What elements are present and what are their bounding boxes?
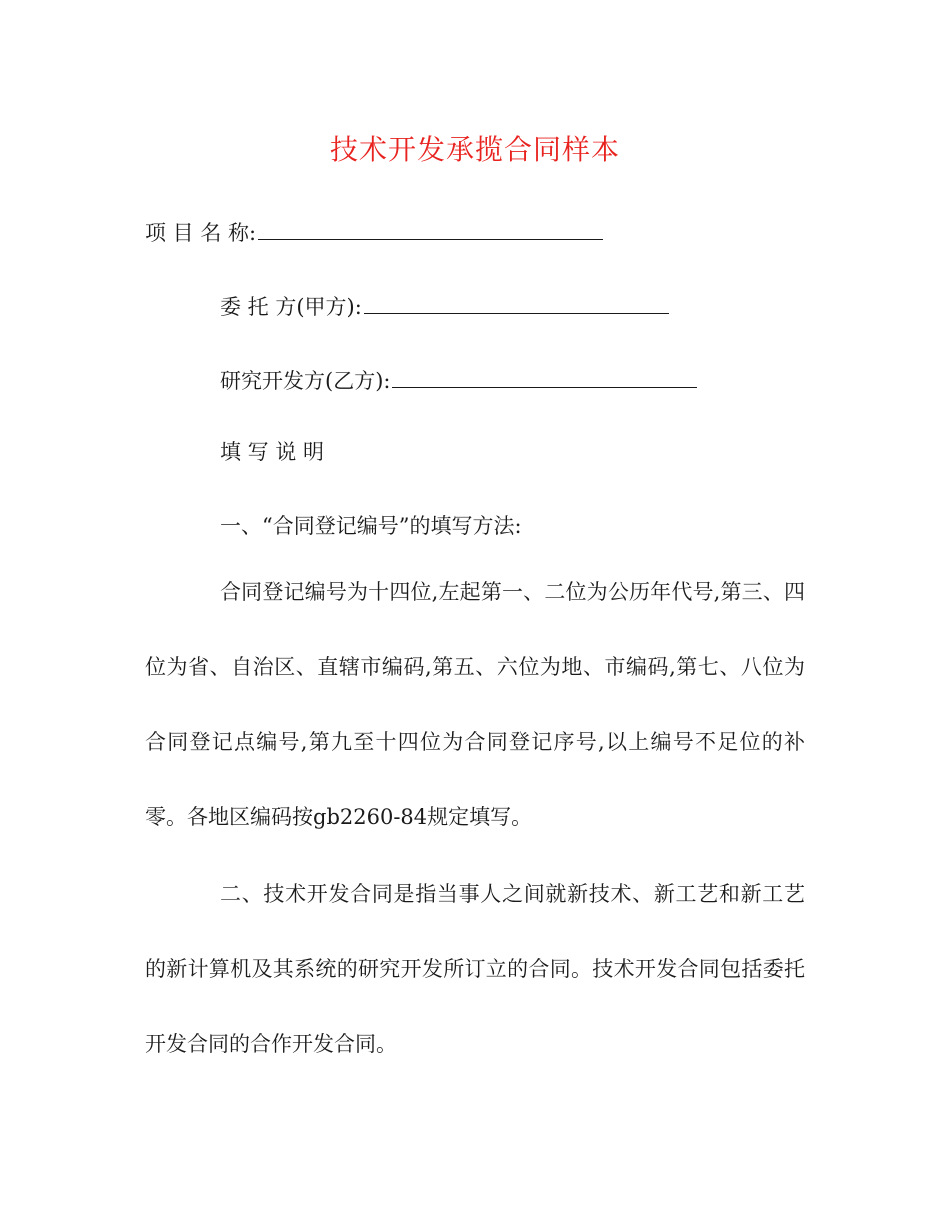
developer-party-field bbox=[220, 366, 697, 396]
client-party-field bbox=[220, 292, 669, 322]
item1-paragraph: 合同登记编号为十四位,左起第一、二位为公历年代号,第三、四位为省、自治区、直辖市编码,第五、六位为地、市编码,第七、八位为合同登记点编号,第九至十四位为合同登记序号,以上编号不足位的补零。各地区编码按gb2260-84规定填写。 bbox=[145, 580, 805, 829]
client-party-label: 委 托 方(甲方): bbox=[220, 295, 362, 319]
project-name-label: 项 目 名 称: bbox=[145, 221, 257, 245]
project-name-blank[interactable] bbox=[258, 219, 603, 240]
item2-paragraph: 二、技术开发合同是指当事人之间就新技术、新工艺和新工艺的新计算机及其系统的研究开发所订立的合同。技术开发合同包括委托开发合同的合作开发合同。 bbox=[145, 882, 805, 1056]
developer-party-blank[interactable] bbox=[392, 367, 697, 388]
document-title: 技术开发承揽合同样本 bbox=[329, 133, 620, 166]
item1-heading: 一、“合同登记编号”的填写方法: bbox=[220, 514, 522, 538]
instructions-heading: 填 写 说 明 bbox=[220, 440, 325, 464]
client-party-blank[interactable] bbox=[364, 293, 669, 314]
project-name-field bbox=[145, 218, 603, 248]
developer-party-label: 研究开发方(乙方): bbox=[220, 369, 391, 393]
